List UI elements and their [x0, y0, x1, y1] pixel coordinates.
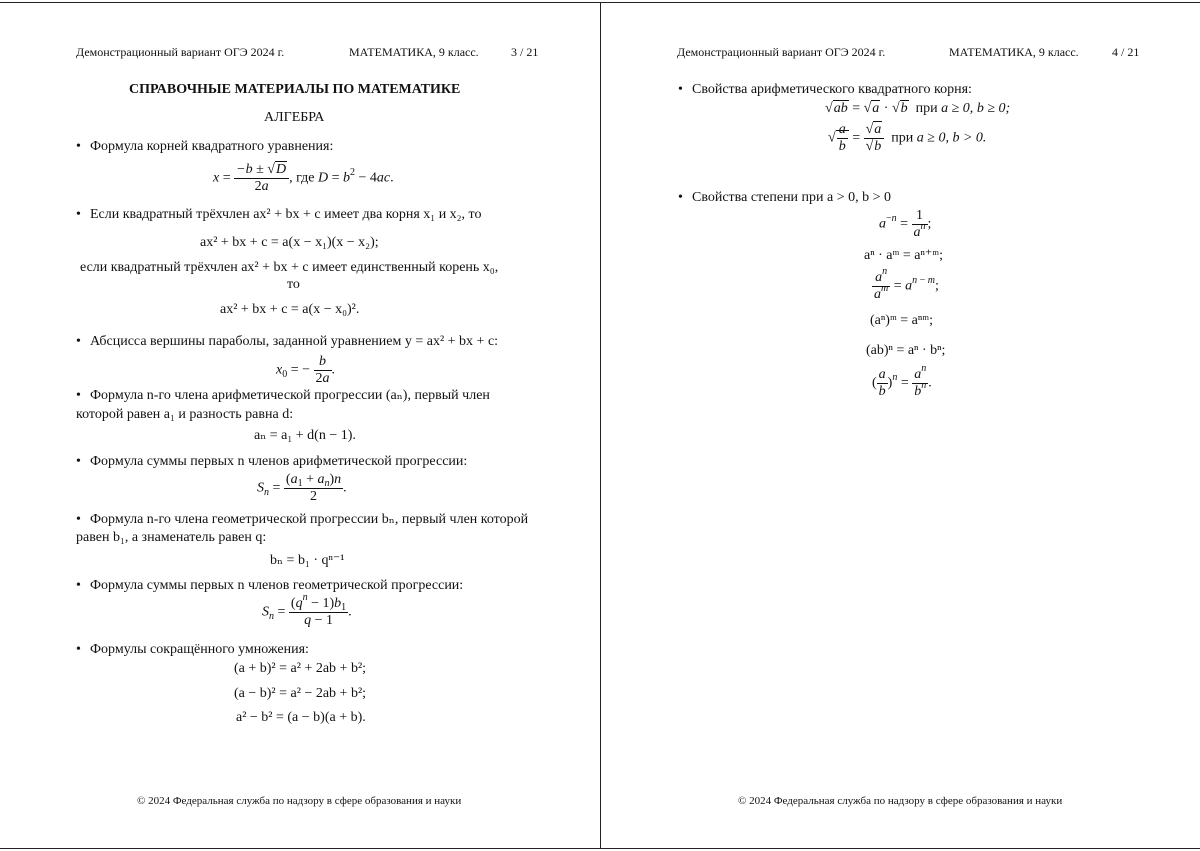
header-subject: МАТЕМАТИКА, 9 класс.	[349, 45, 479, 59]
bullet-icon: •	[76, 388, 81, 403]
formula-condition-word: при	[891, 130, 914, 146]
bullet-icon: •	[76, 334, 81, 349]
formula-condition-a: a ≥ 0,	[941, 101, 974, 116]
item-text-then: то	[287, 277, 300, 292]
formula-root-product: √ab = √a · √b при a ≥ 0, b ≥ 0;	[825, 101, 1011, 116]
footer-copyright: © 2024 Федеральная служба по надзору в сфере образования и науки	[738, 795, 1063, 807]
formula-square-of-difference: (a − b)² = a² − 2ab + b²;	[234, 686, 367, 701]
list-item	[76, 578, 463, 594]
list-item	[76, 454, 467, 470]
header-page-number: 4 / 21	[1112, 45, 1140, 59]
bullet-icon: •	[678, 190, 683, 205]
formula-factorization-one-root: ax² + bx + c = a(x − x₀)².	[220, 302, 360, 317]
formula-power-of-product: (ab)ⁿ = aⁿ · bⁿ;	[866, 343, 946, 358]
formula-quadratic-roots: x = $\frac{-b \pm √D}{2a}$ , где $D = b^2 - 4ac$.	[213, 162, 394, 194]
formula-power-product: aⁿ · aᵐ = aⁿ⁺ᵐ;	[864, 248, 943, 263]
item-text-cont: равен b₁, а знаменатель равен q:	[76, 530, 267, 545]
formula-root-quotient: √ $\frac{a}{b}$ = $\frac{√a}{√b}$ при a ≥ 0, b > 0.	[828, 122, 987, 154]
item-text: Свойства арифметического квадратного корня:	[692, 82, 972, 97]
header-page-number: 3 / 21	[511, 45, 539, 59]
item-text: Формула n-го члена арифметической прогрессии (aₙ), первый член	[90, 388, 490, 403]
item-text: Свойства степени при a > 0, b > 0	[692, 190, 892, 205]
header-subject: МАТЕМАТИКА, 9 класс.	[949, 45, 1079, 59]
list-item	[76, 511, 528, 528]
item-text-cont: которой равен a₁ и разность равна d:	[76, 407, 294, 422]
list-item	[678, 190, 891, 206]
bullet-icon: •	[76, 139, 81, 154]
formula-condition-a: a ≥ 0,	[916, 130, 949, 146]
item-text: Формула суммы первых n членов арифметической прогрессии:	[90, 454, 468, 469]
formula-square-of-sum: (a + b)² = a² + 2ab + b²;	[234, 661, 367, 676]
formula-condition-b: b > 0.	[952, 130, 987, 146]
header-doc-title: Демонстрационный вариант ОГЭ 2024 г.	[677, 45, 886, 59]
item-text: Если квадратный трёхчлен ax² + bx + c имеет два корня x₁ и x₂, то	[90, 207, 482, 222]
list-item	[76, 642, 309, 658]
formula-geometric-sum: $S_n$ = $\frac{(q^n - 1)b_1}{q - 1}$ .	[262, 592, 352, 628]
item-text: Формула n-го члена геометрической прогрессии bₙ, первый член которой	[90, 512, 529, 527]
list-item	[678, 82, 972, 98]
formula-condition-b: b ≥ 0;	[976, 101, 1011, 116]
bullet-icon: •	[76, 512, 81, 527]
section-heading: АЛГЕБРА	[264, 110, 325, 125]
formula-factorization-two-roots: ax² + bx + c = a(x − x₁)(x − x₂);	[200, 235, 379, 250]
page-title: СПРАВОЧНЫЕ МАТЕРИАЛЫ ПО МАТЕМАТИКЕ	[129, 82, 461, 97]
page-right	[600, 0, 1200, 851]
formula-arithmetic-nth: aₙ = a₁ + d(n − 1).	[254, 428, 356, 443]
formula-vertex: $x_0$ = − $\frac{b}{2a}$ .	[276, 354, 336, 386]
bullet-icon: •	[76, 207, 81, 222]
header-doc-title: Демонстрационный вариант ОГЭ 2024 г.	[76, 45, 285, 59]
formula-power-of-quotient: ( $\frac{a}{b}$ )$^n$ = $\frac{a^n}{b^n}$ .	[872, 363, 932, 399]
item-text: Абсцисса вершины параболы, заданной уравнением y = ax² + bx + c:	[90, 334, 499, 349]
bullet-icon: •	[76, 578, 81, 593]
formula-arithmetic-sum: $S_n$ = $\frac{(a_1 + a_n)n}{2}$ .	[257, 472, 347, 504]
formula-condition-word: при	[915, 101, 938, 116]
formula-power-of-power: (aⁿ)ᵐ = aⁿᵐ;	[870, 313, 934, 328]
bullet-icon: •	[678, 82, 683, 97]
bullet-icon: •	[76, 454, 81, 469]
formula-negative-power: $a^{-n}$ = $\frac{1}{a^n}$ ;	[879, 208, 932, 240]
item-text: Формулы сокращённого умножения:	[90, 642, 309, 657]
item-text: если квадратный трёхчлен ax² + bx + c имеет единственный корень x₀,	[80, 260, 499, 275]
bullet-icon: •	[76, 642, 81, 657]
list-item	[76, 387, 490, 404]
formula-geometric-nth: bₙ = b₁ · qⁿ⁻¹	[270, 553, 345, 568]
item-text: Формула корней квадратного уравнения:	[90, 139, 334, 154]
list-item	[76, 334, 498, 350]
formula-where: где	[296, 170, 315, 186]
list-item	[76, 207, 482, 223]
formula-power-quotient: $\frac{a^n}{a^m}$ = $a^{n - m}$;	[874, 266, 939, 302]
list-item	[76, 139, 333, 155]
item-text: Формула суммы первых n членов геометрической прогрессии:	[90, 578, 464, 593]
formula-difference-of-squares: a² − b² = (a − b)(a + b).	[236, 710, 366, 725]
footer-copyright: © 2024 Федеральная служба по надзору в сфере образования и науки	[137, 795, 462, 807]
